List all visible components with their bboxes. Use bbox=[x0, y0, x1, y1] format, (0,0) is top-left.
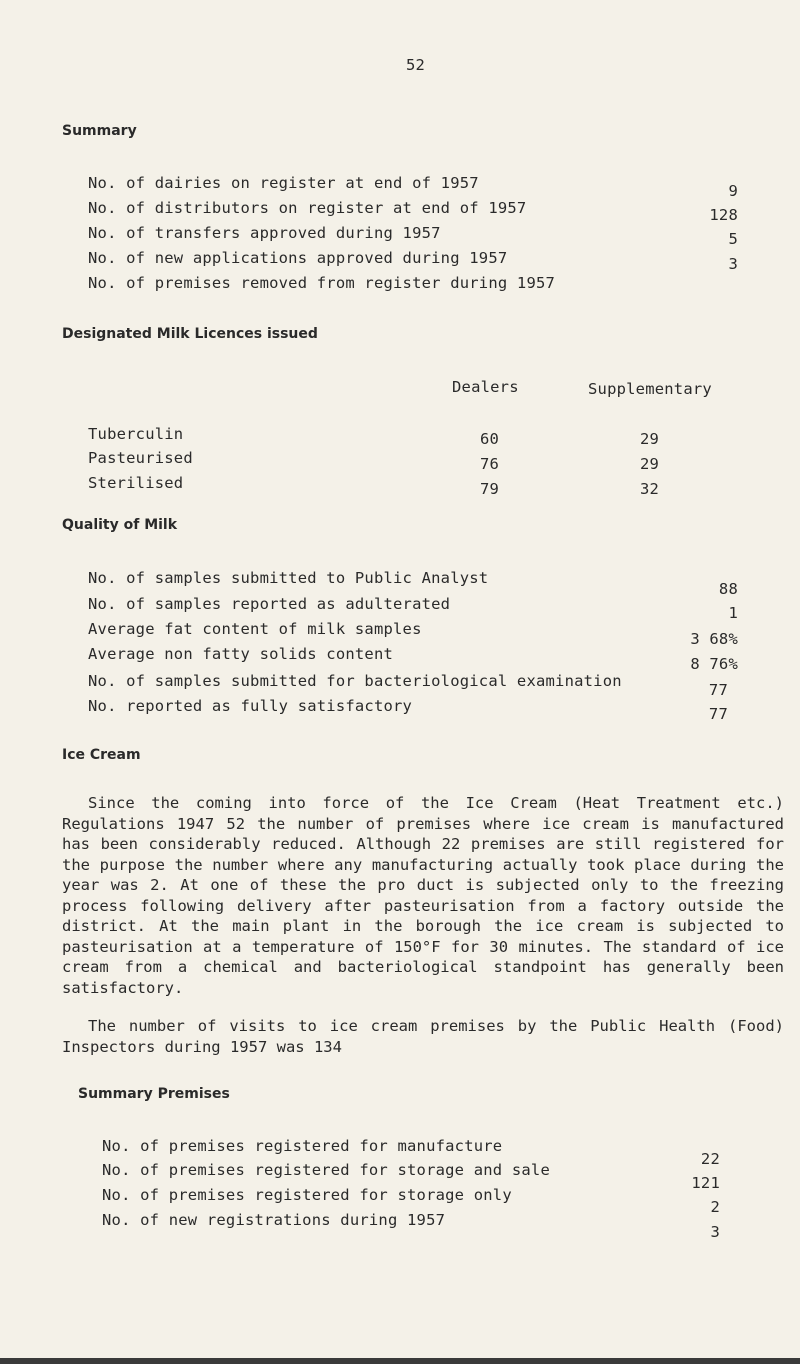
premises-label-2: No. of premises registered for storage and sale bbox=[102, 1161, 550, 1179]
licence-dealers-2: 76 bbox=[480, 455, 500, 473]
ice-cream-paragraph-1 bbox=[62, 793, 784, 998]
ice-cream-heading: Ice Cream bbox=[62, 747, 141, 763]
summary-value-3: 5 bbox=[728, 230, 738, 248]
licence-dealers-1: 60 bbox=[480, 430, 500, 448]
ice-cream-paragraph-2-text: The number of visits to ice cream premises by the Public Health (Food) Inspectors during 1957 was 134 bbox=[62, 1017, 784, 1056]
premises-label-3: No. of premises registered for storage only bbox=[102, 1186, 512, 1204]
licence-dealers-3: 79 bbox=[480, 480, 500, 498]
summary-value-2: 128 bbox=[709, 206, 738, 224]
summary-label-2: No. of distributors on register at end of 1957 bbox=[88, 199, 527, 217]
premises-value-1: 22 bbox=[700, 1150, 720, 1168]
quality-value-3: 3 68% bbox=[690, 630, 738, 648]
premises-value-2: 121 bbox=[691, 1174, 720, 1192]
summary-value-4: 3 bbox=[728, 255, 738, 273]
licence-supp-1: 29 bbox=[640, 430, 660, 448]
summary-label-5: No. of premises removed from register during 1957 bbox=[88, 274, 556, 292]
col-dealers: Dealers bbox=[452, 378, 519, 396]
quality-label-4: Average non fatty solids content bbox=[88, 645, 394, 663]
premises-value-4: 3 bbox=[710, 1223, 720, 1241]
quality-label-1: No. of samples submitted to Public Analyst bbox=[88, 569, 489, 587]
page-bottom-edge bbox=[0, 1358, 800, 1364]
licence-supp-3: 32 bbox=[640, 480, 660, 498]
premises-value-3: 2 bbox=[710, 1198, 720, 1216]
summary-heading: Summary bbox=[62, 123, 137, 139]
licences-heading: Designated Milk Licences issued bbox=[62, 326, 318, 342]
quality-value-1: 88 bbox=[718, 580, 738, 598]
licence-label-1: Tuberculin bbox=[88, 425, 184, 443]
summary-label-4: No. of new applications approved during 1957 bbox=[88, 249, 508, 267]
quality-value-5: 77 bbox=[708, 681, 728, 699]
quality-value-4: 8 76% bbox=[690, 655, 738, 673]
licence-supp-2: 29 bbox=[640, 455, 660, 473]
premises-heading: Summary Premises bbox=[78, 1086, 230, 1102]
licence-label-3: Sterilised bbox=[88, 474, 184, 492]
ice-cream-paragraph-1-text: Since the coming into force of the Ice Cream (Heat Treatment etc.) Regulations 1947 52 the number of premises where ice cream is manufactured has been considerably reduced. Although 22 premises are still registered for the purpose the number where any manufacturing actually took place during the year was 2. At one of these the pro duct is subjected only to the freezing process following delivery after pasteurisation from a factory outside the district. At the main plant in the borough the ice cream is subjected to pasteurisation at a temperature of 150°F for 30 minutes. The standard of ice cream from a chemical and bacteriological standpoint has generally been satisfactory. bbox=[62, 794, 784, 997]
summary-label-1: No. of dairies on register at end of 1957 bbox=[88, 174, 479, 192]
quality-label-5: No. of samples submitted for bacteriological examination bbox=[88, 672, 622, 690]
page-number: 52 bbox=[406, 56, 426, 74]
quality-label-6: No. reported as fully satisfactory bbox=[88, 697, 413, 715]
summary-value-1: 9 bbox=[728, 182, 738, 200]
quality-heading: Quality of Milk bbox=[62, 517, 178, 533]
premises-label-1: No. of premises registered for manufacture bbox=[102, 1137, 503, 1155]
quality-value-2: 1 bbox=[728, 604, 738, 622]
quality-label-3: Average fat content of milk samples bbox=[88, 620, 422, 638]
summary-label-3: No. of transfers approved during 1957 bbox=[88, 224, 441, 242]
quality-value-6: 77 bbox=[708, 705, 728, 723]
quality-label-2: No. of samples reported as adulterated bbox=[88, 595, 451, 613]
ice-cream-paragraph-2 bbox=[62, 1016, 784, 1057]
premises-label-4: No. of new registrations during 1957 bbox=[102, 1211, 446, 1229]
col-supplementary: Supplementary bbox=[588, 380, 712, 398]
licence-label-2: Pasteurised bbox=[88, 449, 193, 467]
